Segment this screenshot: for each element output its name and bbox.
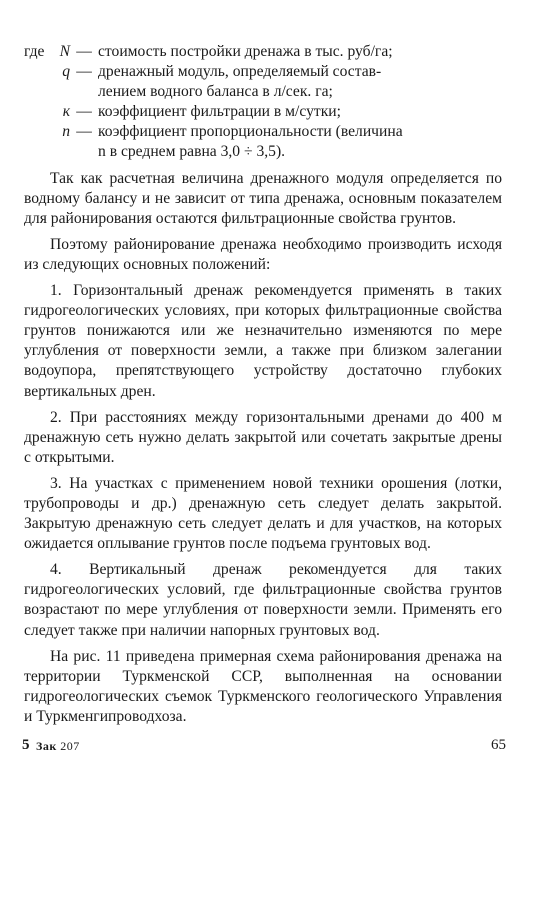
definition-continuation: лением водного баланса в л/сек. га;	[98, 83, 333, 101]
definition-text: коэффициент пропорциональности (величина	[98, 123, 403, 141]
paragraph-drainage-module: Так как расчетная величина дренажного модуля определяется по водному балансу и не зависит от типа дренажа, основным показателем для районирования остаются фильтрационные свойства грунтов.	[24, 169, 502, 227]
definition-lead: где	[24, 43, 45, 60]
paragraph-item-2: 2. При расстояниях между горизонтальными дренами до 400 м дренажную сеть нужно делать закрытой или сочетать закрытые дрены с открытыми.	[24, 408, 502, 466]
paragraph-item-3: 3. На участках с применением новой техники орошения (лотки, трубопроводы и др.) дренажную сеть следует делать закрытой. Закрытую дренажную сеть следует делать и для участков, на которых ожидается оплывание грунтов после подъема грунтовых вод.	[24, 474, 502, 553]
definition-dash: —	[76, 103, 92, 121]
page-footer	[22, 737, 506, 757]
definition-dash: —	[76, 123, 92, 141]
page-body	[24, 42, 502, 733]
definition-text: коэффициент фильтрации в м/сутки;	[98, 103, 341, 121]
definition-text: дренажный модуль, определяемый состав-	[98, 63, 382, 81]
definition-row-n	[24, 42, 502, 62]
definition-symbol: q	[62, 63, 70, 81]
signature-label: Зак	[36, 739, 57, 753]
definition-text: стоимость постройки дренажа в тыс. руб/га;	[98, 43, 393, 60]
formula-definitions	[24, 42, 502, 163]
definition-row-k	[24, 102, 502, 122]
definition-symbol: n	[62, 123, 70, 141]
signature-order: 207	[60, 739, 80, 753]
paragraph-zoning-intro: Поэтому районирование дренажа необходимо производить исходя из следующих основных положений:	[24, 235, 502, 273]
definition-row-n-coef	[24, 122, 502, 142]
definition-dash: —	[76, 63, 92, 81]
signature-number: 5	[22, 737, 30, 753]
definition-dash: —	[76, 43, 92, 60]
signature-mark	[36, 739, 80, 754]
page-number: 65	[491, 737, 506, 753]
definition-symbol: к	[62, 103, 70, 121]
definition-row-q	[24, 62, 502, 82]
paragraph-item-4: 4. Вертикальный дренаж рекомендуется для таких гидрогеологических условий, где фильтрационные свойства грунтов возрастают по мере углубления от поверхности земли. Применять его следует также при наличии напорных грунтовых вод.	[24, 561, 502, 639]
definition-continuation: n в среднем равна 3,0 ÷ 3,5).	[98, 143, 286, 161]
paragraph-item-1: 1. Горизонтальный дренаж рекомендуется применять в таких гидрогеологических условиях, при которых фильтрационные свойства грунтов понижаются или же незначительно изменяются по мере углубления от поверхности земли, а также при близком залегании водоупора, препятствующего устройству достаточно глубоких вертикальных дрен.	[24, 282, 502, 400]
definition-symbol: N	[59, 43, 70, 60]
paragraph-figure-reference: На рис. 11 приведена примерная схема районирования дренажа на территории Туркменской ССР, выполненная на основании гидрогеологических съемок Туркменского геологического Управления и Туркменгипроводхоза.	[24, 647, 502, 725]
